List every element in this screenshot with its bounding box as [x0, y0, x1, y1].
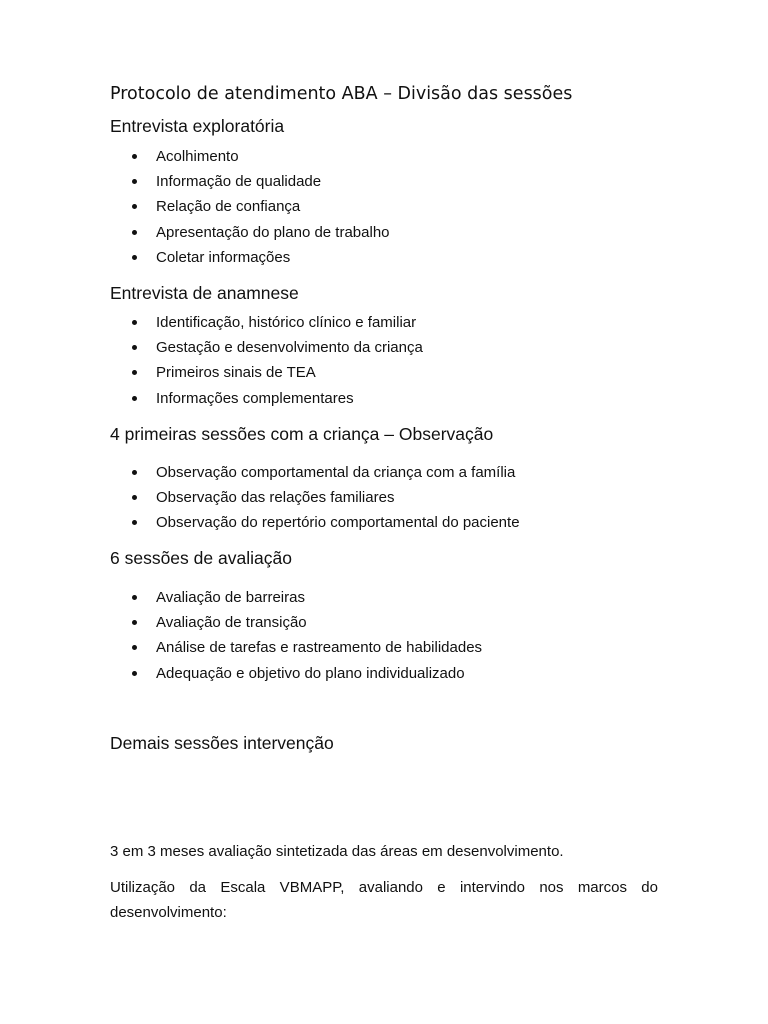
bullet-icon	[132, 345, 137, 350]
bullet-icon	[132, 204, 137, 209]
bullet-icon	[132, 645, 137, 650]
paragraph-escala-vbmapp: Utilização da Escala VBMAPP, avaliando e intervindo nos marcos do desenvolvimento:	[110, 879, 658, 921]
list-item: Apresentação do plano de trabalho	[110, 220, 390, 245]
list-item: Avaliação de transição	[110, 610, 482, 635]
bullet-icon	[132, 179, 137, 184]
bullet-icon	[132, 495, 137, 500]
section-heading-entrevista-anamnese: Entrevista de anamnese	[110, 283, 299, 303]
list-item: Primeiros sinais de TEA	[110, 360, 423, 385]
bullet-icon	[132, 370, 137, 375]
list-item: Observação comportamental da criança com a família	[110, 460, 520, 485]
list-item: Informação de qualidade	[110, 169, 390, 194]
list-item: Observação das relações familiares	[110, 485, 520, 510]
bullet-icon	[132, 320, 137, 325]
bullet-icon	[132, 671, 137, 676]
bullet-icon	[132, 255, 137, 260]
paragraph-avaliacao-trimestral: 3 em 3 meses avaliação sintetizada das áreas em desenvolvimento.	[110, 843, 564, 860]
bullet-icon	[132, 520, 137, 525]
bullet-list-primeiras-sessoes	[110, 460, 520, 536]
list-item: Relação de confiança	[110, 194, 390, 219]
section-heading-entrevista-exploratoria: Entrevista exploratória	[110, 116, 285, 136]
list-item: Adequação e objetivo do plano individualizado	[110, 661, 482, 686]
section-heading-sessoes-avaliacao: 6 sessões de avaliação	[110, 548, 292, 568]
bullet-icon	[132, 396, 137, 401]
bullet-list-entrevista-exploratoria	[110, 144, 390, 270]
bullet-icon	[132, 470, 137, 475]
list-item: Gestação e desenvolvimento da criança	[110, 335, 423, 360]
document-title: Protocolo de atendimento ABA – Divisão das sessões	[110, 84, 573, 104]
bullet-icon	[132, 595, 137, 600]
list-item: Identificação, histórico clínico e familiar	[110, 310, 423, 335]
list-item: Análise de tarefas e rastreamento de habilidades	[110, 635, 482, 660]
list-item: Avaliação de barreiras	[110, 585, 482, 610]
bullet-icon	[132, 620, 137, 625]
bullet-icon	[132, 230, 137, 235]
bullet-list-sessoes-avaliacao	[110, 585, 482, 686]
list-item: Observação do repertório comportamental do paciente	[110, 510, 520, 535]
list-item: Informações complementares	[110, 386, 423, 411]
section-heading-primeiras-sessoes: 4 primeiras sessões com a criança – Observação	[110, 424, 494, 444]
bullet-icon	[132, 154, 137, 159]
list-item: Coletar informações	[110, 245, 390, 270]
section-heading-demais-sessoes: Demais sessões intervenção	[110, 733, 334, 753]
list-item: Acolhimento	[110, 144, 390, 169]
bullet-list-entrevista-anamnese	[110, 310, 423, 411]
